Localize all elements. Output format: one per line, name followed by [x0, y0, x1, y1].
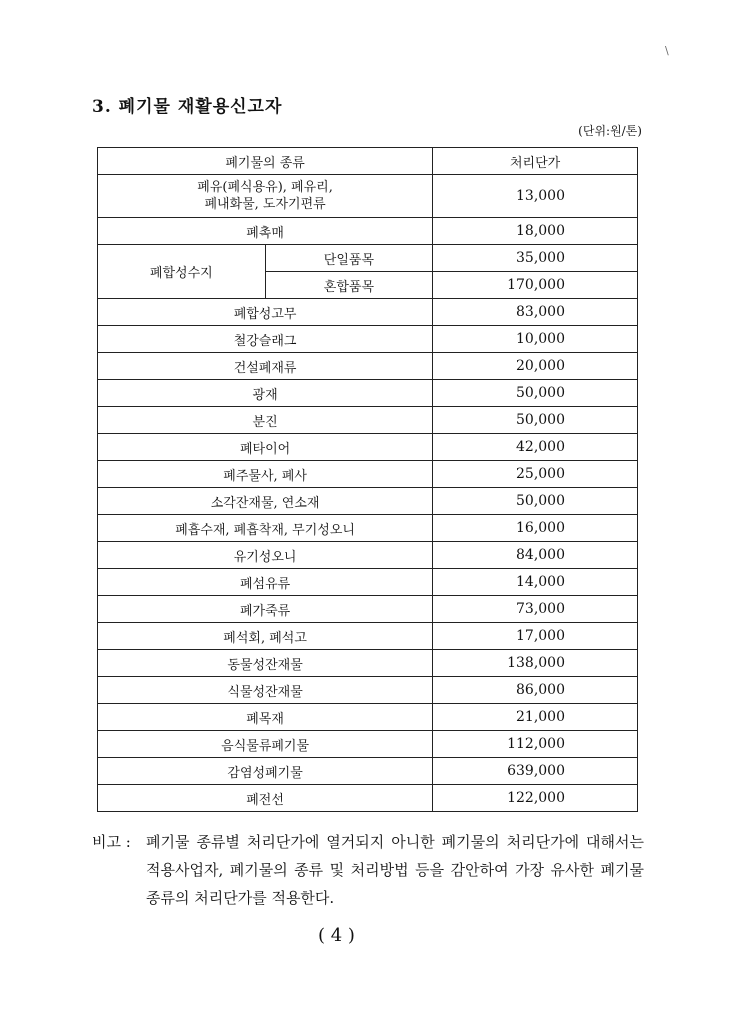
remarks-label: 비고 : [92, 833, 131, 851]
price-cell: 73,000 [433, 596, 638, 623]
section-title: 3. 폐기물 재활용신고자 [92, 97, 283, 117]
type-cell: 철강슬래그 [98, 326, 433, 353]
price-cell: 21,000 [433, 704, 638, 731]
corner-mark: \ [665, 44, 669, 57]
price-cell: 86,000 [433, 677, 638, 704]
table-row [98, 407, 638, 434]
table-row [98, 677, 638, 704]
remarks-text: 폐기물 종류별 처리단가에 열거되지 아니한 폐기물의 처리단가에 대해서는 적용사업자, 폐기물의 종류 및 처리방법 등을 감안하여 가장 유사한 폐기물 종류의 처리단가를 적용한다. [146, 833, 644, 907]
header-type: 폐기물의 종류 [98, 148, 433, 175]
type-cell: 폐주물사, 폐사 [98, 461, 433, 488]
price-cell: 20,000 [433, 353, 638, 380]
table-row [98, 623, 638, 650]
price-cell: 639,000 [433, 758, 638, 785]
table-row [98, 434, 638, 461]
type-cell: 폐가죽류 [98, 596, 433, 623]
table-row [98, 299, 638, 326]
table-row [98, 785, 638, 812]
table-row [98, 353, 638, 380]
type-cell: 감염성폐기물 [98, 758, 433, 785]
price-cell: 16,000 [433, 515, 638, 542]
price-cell: 14,000 [433, 569, 638, 596]
type-cell: 폐섬유류 [98, 569, 433, 596]
table-row [98, 380, 638, 407]
remarks-note [92, 828, 644, 912]
fee-table [97, 147, 638, 812]
table-row [98, 542, 638, 569]
type-cell: 폐목재 [98, 704, 433, 731]
type-cell: 식물성잔재물 [98, 677, 433, 704]
unit-label: (단위:원/톤) [578, 124, 642, 138]
table-row [98, 461, 638, 488]
price-cell: 42,000 [433, 434, 638, 461]
price-cell: 84,000 [433, 542, 638, 569]
price-cell: 25,000 [433, 461, 638, 488]
table-row [98, 650, 638, 677]
type-line: 폐유(폐식용유), 폐유리, [197, 180, 333, 195]
table-header-row [98, 148, 638, 175]
table-row [98, 731, 638, 758]
price-cell: 13,000 [433, 175, 638, 218]
table-row [98, 704, 638, 731]
table-row [98, 218, 638, 245]
price-cell: 50,000 [433, 380, 638, 407]
type-cell: 폐전선 [98, 785, 433, 812]
type-cell: 폐타이어 [98, 434, 433, 461]
price-cell: 170,000 [433, 272, 638, 299]
price-cell: 83,000 [433, 299, 638, 326]
type-cell: 폐촉매 [98, 218, 433, 245]
type-line: 폐내화물, 도자기편류 [204, 197, 326, 212]
subtype-cell: 단일품목 [265, 245, 433, 272]
table-row [98, 326, 638, 353]
price-cell: 35,000 [433, 245, 638, 272]
type-cell: 폐흡수재, 폐흡착재, 무기성오니 [98, 515, 433, 542]
type-cell: 소각잔재물, 연소재 [98, 488, 433, 515]
price-cell: 122,000 [433, 785, 638, 812]
type-cell: 분진 [98, 407, 433, 434]
type-cell: 폐합성고무 [98, 299, 433, 326]
type-cell: 음식물류폐기물 [98, 731, 433, 758]
price-cell: 112,000 [433, 731, 638, 758]
table-row [98, 758, 638, 785]
header-price: 처리단가 [433, 148, 638, 175]
table-row [98, 488, 638, 515]
price-cell: 18,000 [433, 218, 638, 245]
type-cell [98, 175, 433, 218]
type-cell: 폐석회, 폐석고 [98, 623, 433, 650]
price-cell: 10,000 [433, 326, 638, 353]
type-cell: 동물성잔재물 [98, 650, 433, 677]
price-cell: 138,000 [433, 650, 638, 677]
price-cell: 50,000 [433, 407, 638, 434]
price-cell: 50,000 [433, 488, 638, 515]
group-cell: 폐합성수지 [98, 245, 266, 299]
table-row [98, 245, 638, 272]
table-row [98, 596, 638, 623]
type-cell: 건설폐재류 [98, 353, 433, 380]
page-number: ( 4 ) [318, 925, 355, 946]
subtype-cell: 혼합품목 [265, 272, 433, 299]
type-cell: 광재 [98, 380, 433, 407]
table-row [98, 175, 638, 218]
type-cell: 유기성오니 [98, 542, 433, 569]
table-row [98, 515, 638, 542]
table-row [98, 569, 638, 596]
price-cell: 17,000 [433, 623, 638, 650]
